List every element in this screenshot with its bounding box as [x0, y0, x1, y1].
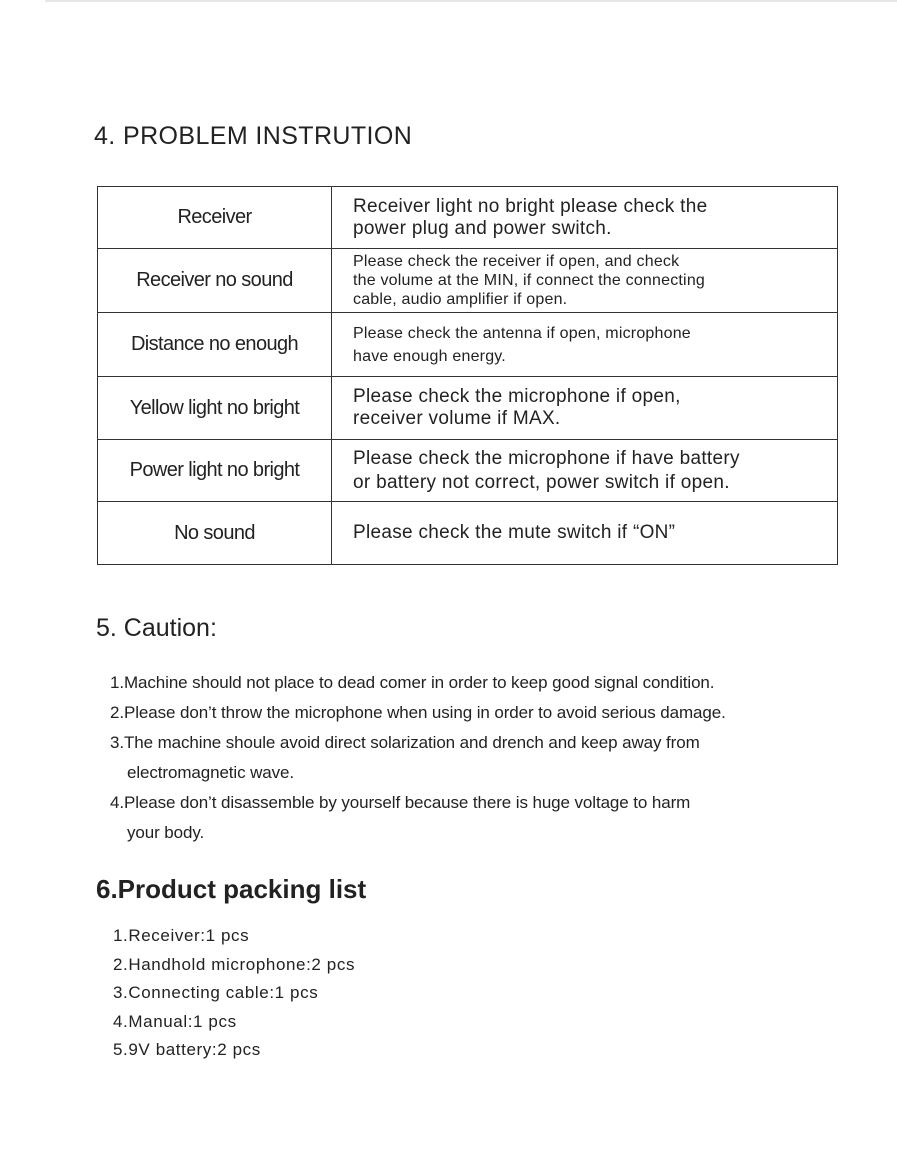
list-item	[110, 788, 870, 848]
list-item: 3.Connecting cable:1 pcs	[113, 983, 319, 1003]
top-divider	[45, 0, 897, 2]
solution-cell	[332, 313, 838, 377]
solution-line: Receiver light no bright please check the	[353, 195, 708, 217]
caution-item-continuation: your body.	[127, 823, 205, 842]
solution-cell	[332, 249, 838, 313]
list-item: 5.9V battery:2 pcs	[113, 1040, 261, 1060]
problem-cell: Receiver	[98, 187, 332, 249]
solution-line: power plug and power switch.	[353, 217, 612, 239]
table-row	[98, 313, 838, 377]
list-item	[110, 698, 870, 728]
caution-item-continuation: electromagnetic wave.	[127, 763, 295, 782]
solution-line: Please check the mute switch if “ON”	[353, 522, 676, 543]
problem-cell: Distance no enough	[98, 313, 332, 377]
solution-cell	[332, 440, 838, 502]
caution-item-text: 4.Please don’t disassemble by yourself because there is huge voltage to harm	[110, 793, 691, 812]
list-item	[110, 668, 870, 698]
table-row	[98, 440, 838, 502]
problem-cell: Yellow light no bright	[98, 377, 332, 440]
list-item: 2.Handhold microphone:2 pcs	[113, 954, 356, 974]
table-row	[98, 249, 838, 313]
problem-instruction-heading: 4. PROBLEM INSTRUTION	[94, 122, 413, 150]
problem-cell: Power light no bright	[98, 440, 332, 502]
packing-list-heading: 6.Product packing list	[96, 874, 367, 904]
caution-item-text: 2.Please don’t throw the microphone when using in order to avoid serious damage.	[110, 703, 726, 722]
list-item: 1.Receiver:1 pcs	[113, 926, 250, 945]
solution-line: have enough energy.	[353, 347, 506, 365]
list-item	[110, 728, 870, 788]
solution-cell	[332, 502, 838, 565]
solution-line: receiver volume if MAX.	[353, 408, 561, 429]
packing-list	[113, 922, 355, 1065]
solution-line: Please check the microphone if open,	[353, 386, 681, 407]
solution-line: or battery not correct, power switch if open.	[353, 471, 730, 493]
solution-line: Please check the receiver if open, and check	[353, 253, 680, 270]
table-row	[98, 377, 838, 440]
solution-cell	[332, 377, 838, 440]
problem-instruction-table	[97, 186, 838, 565]
solution-line: the volume at the MIN, if connect the connecting	[353, 272, 706, 289]
table-row	[98, 187, 838, 249]
solution-line: cable, audio amplifier if open.	[353, 291, 568, 308]
caution-heading: 5. Caution:	[96, 614, 217, 642]
list-item: 4.Manual:1 pcs	[113, 1011, 237, 1031]
caution-item-text: 3.The machine shoule avoid direct solarization and drench and keep away from	[110, 733, 700, 752]
solution-line: Please check the microphone if have battery	[353, 447, 740, 469]
table-row	[98, 502, 838, 565]
solution-line: Please check the antenna if open, microphone	[353, 324, 691, 342]
caution-item-text: 1.Machine should not place to dead comer in order to keep good signal condition.	[110, 673, 715, 692]
solution-cell	[332, 187, 838, 249]
problem-cell: No sound	[98, 502, 332, 565]
problem-cell: Receiver no sound	[98, 249, 332, 313]
caution-list	[110, 668, 870, 848]
